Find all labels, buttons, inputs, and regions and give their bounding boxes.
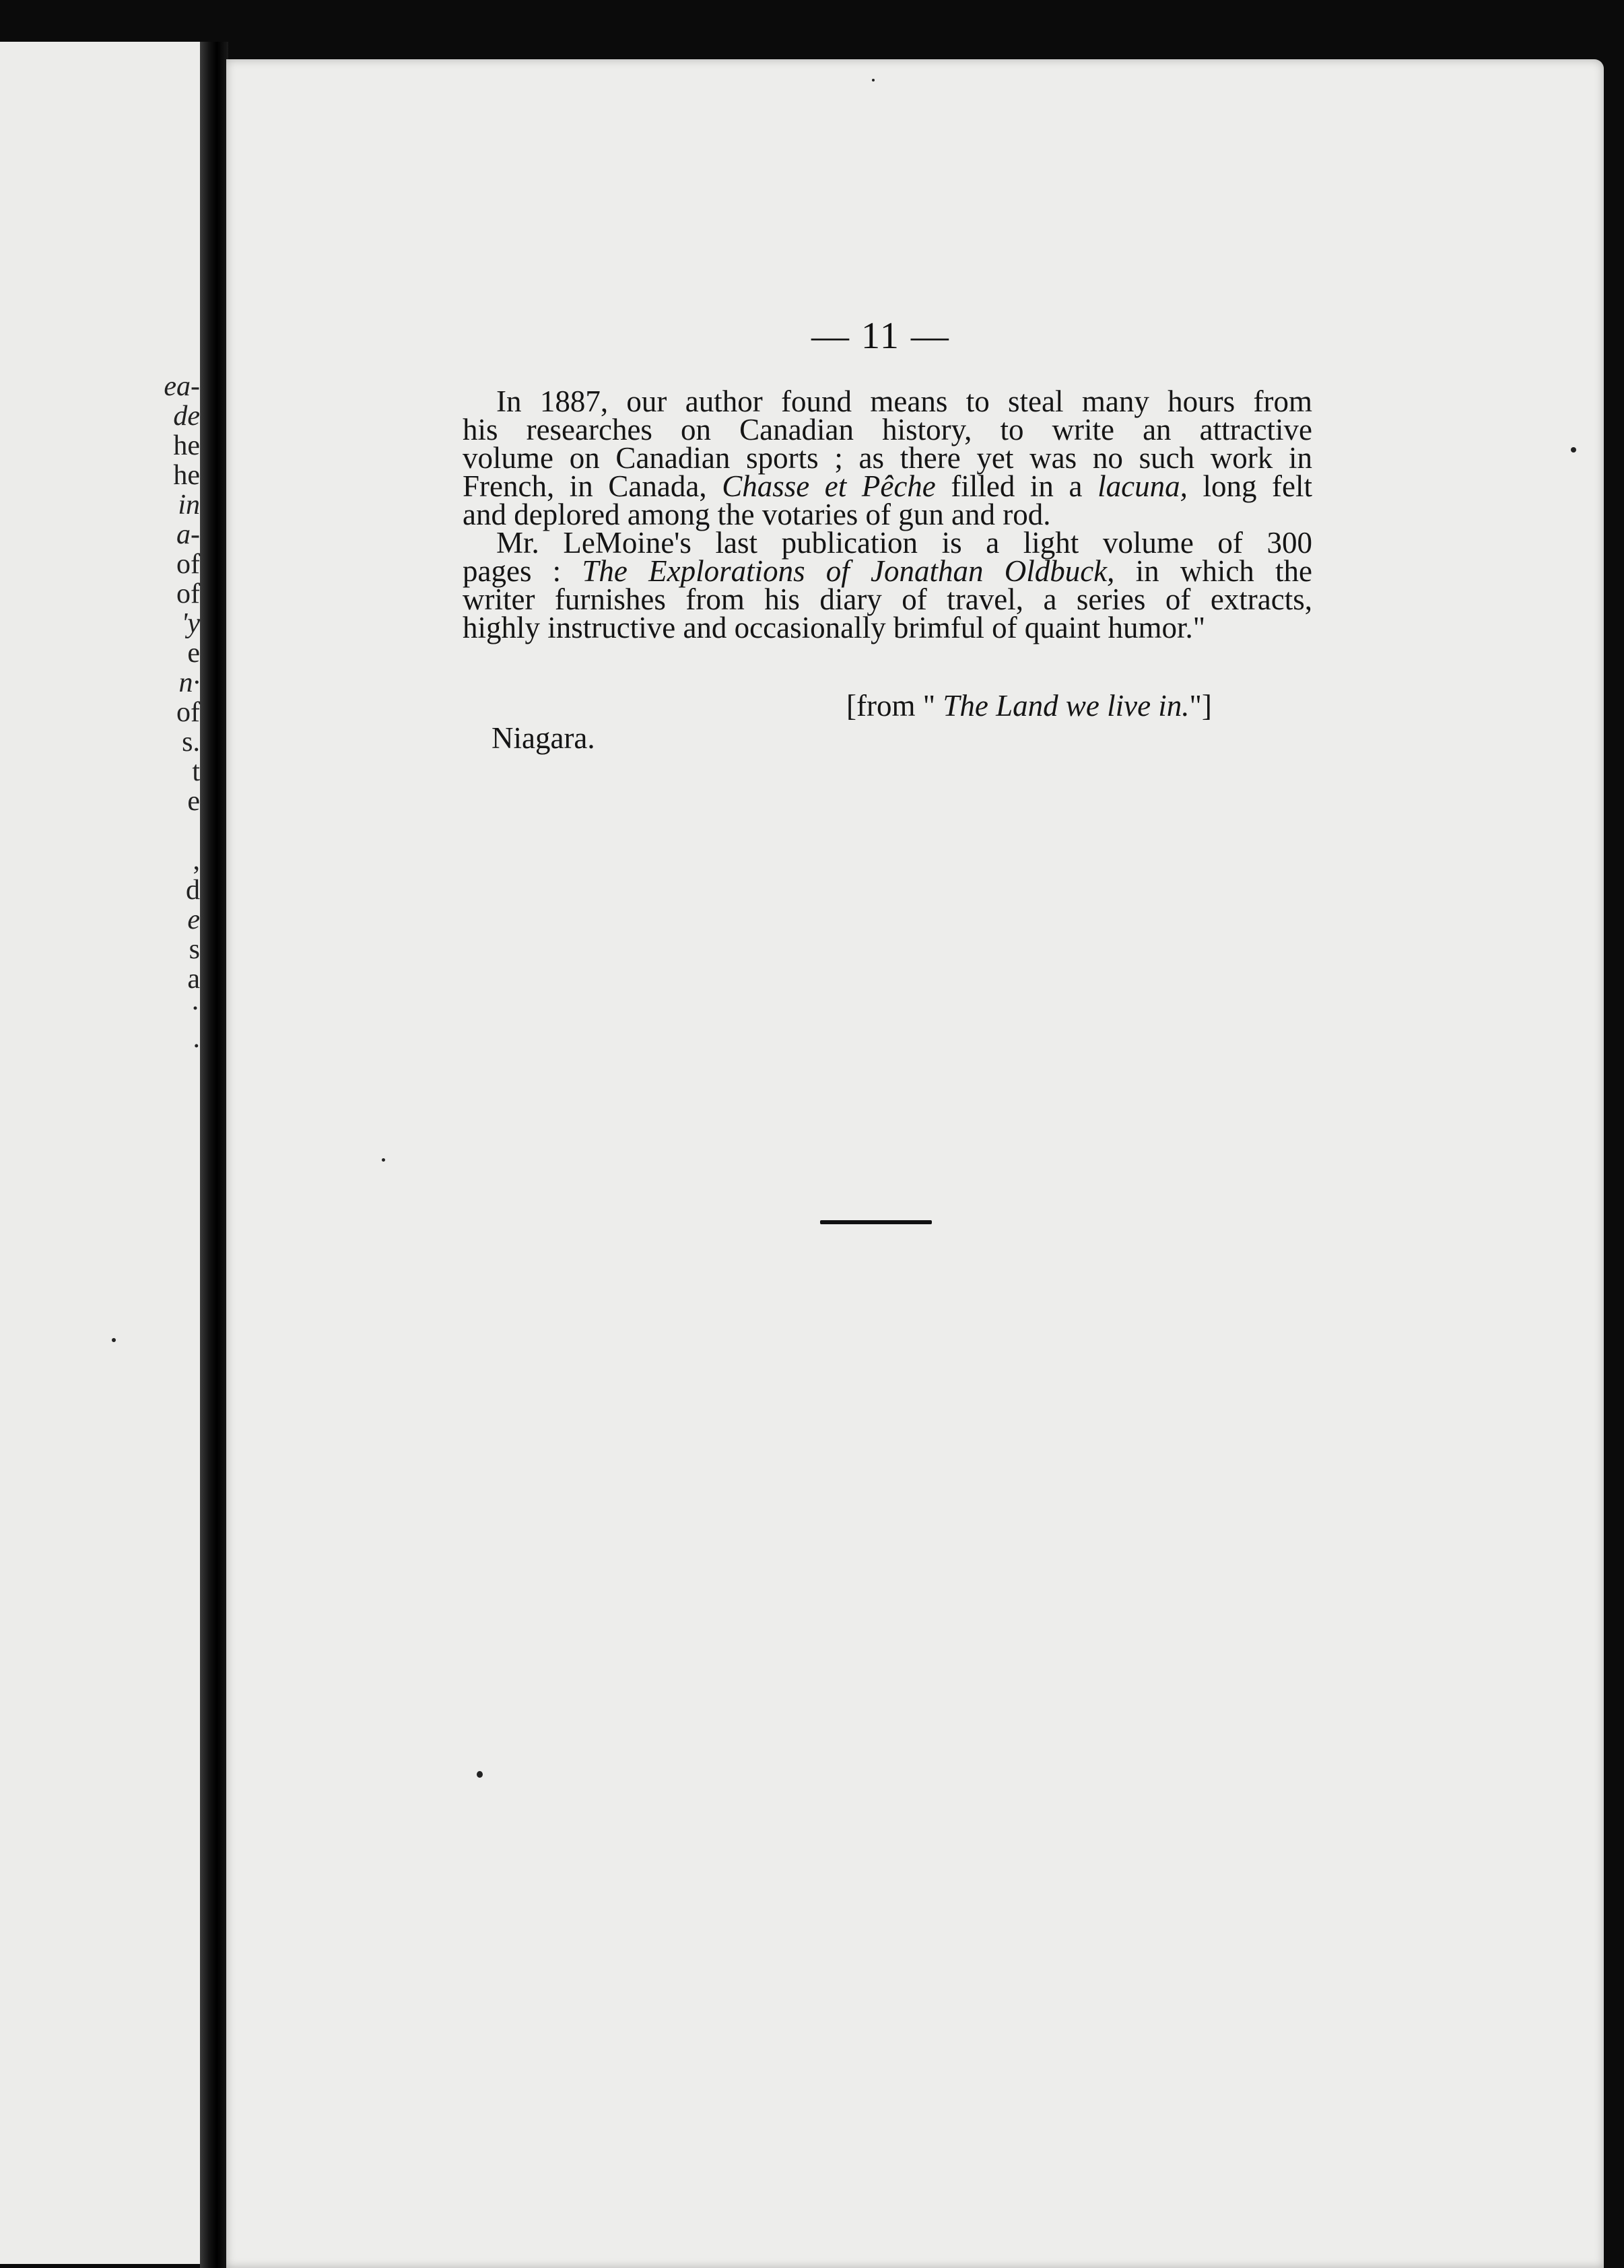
left-page-fragment: e — [187, 638, 200, 669]
left-page-fragment: 'y — [181, 608, 200, 639]
book-binding-gutter — [200, 42, 228, 2268]
text-line: and deplored among the votaries of gun and rod. — [463, 498, 1051, 531]
left-page-fragment: e — [187, 786, 200, 817]
source-citation: [from " The Land we live in."] — [846, 689, 1212, 723]
paper-speck — [382, 1158, 385, 1162]
left-page-edge — [0, 42, 205, 2264]
left-page-fragment: a- — [176, 519, 200, 550]
page-number: — 11 — — [811, 315, 950, 357]
left-page-fragment: e — [187, 904, 200, 935]
book-title-explorations: The Explorations of Jonathan Oldbuck, — [582, 554, 1115, 588]
left-page-text-fragments — [146, 372, 200, 1053]
book-title-chasse-et-peche: Chasse et Pêche — [722, 469, 936, 503]
paper-speck — [477, 1771, 483, 1778]
left-page-fragment: , — [193, 845, 200, 876]
place-name: Niagara. — [492, 721, 595, 755]
text-line: French, in Canada, Chasse et Pêche filled in a lacuna, long felt — [463, 469, 1312, 503]
left-page-fragment: he — [173, 460, 200, 491]
closing-rule — [820, 1220, 932, 1224]
paper-speck — [872, 79, 875, 81]
left-page-fragment: ea- — [164, 371, 200, 402]
left-page-fragment: t — [192, 756, 200, 787]
italic-lacuna: lacuna, — [1097, 469, 1188, 503]
text-line: highly instructive and occasionally brimful of quaint humor." — [463, 611, 1206, 644]
text-line: Mr. LeMoine's last publication is a light volume of 300 — [496, 526, 1312, 560]
left-page-fragment: of — [176, 549, 200, 580]
source-title: The Land we live in. — [943, 689, 1190, 723]
left-page-fragment: d — [186, 875, 200, 906]
left-page-fragment: · — [191, 993, 200, 1024]
paper-speck — [112, 1338, 116, 1342]
text-line: volume on Canadian sports ; as there yet was no such work in — [463, 441, 1312, 475]
left-page-fragment: of — [176, 697, 200, 728]
left-page-fragment: s — [189, 934, 200, 965]
left-page-fragment: he — [173, 430, 200, 461]
left-page-fragment: s. — [182, 727, 200, 758]
left-page-fragment: n· — [178, 667, 200, 698]
left-page-fragment: a — [187, 964, 200, 995]
text-line: In 1887, our author found means to steal many hours from — [496, 385, 1312, 418]
left-page-fragment — [146, 816, 200, 846]
left-page-fragment: in — [178, 490, 200, 521]
text-line: writer furnishes from his diary of travel, a series of extracts, — [463, 582, 1312, 616]
text-line: pages : The Explorations of Jonathan Oldbuck, in which the — [463, 554, 1312, 588]
left-page-fragment: of — [176, 578, 200, 609]
body-text — [463, 387, 1312, 642]
left-page-fragment: de — [173, 401, 200, 432]
paper-speck — [1571, 447, 1576, 453]
left-page-fragment: . — [193, 1023, 200, 1054]
paragraph-2 — [463, 526, 1312, 644]
paragraph-1 — [463, 387, 1312, 529]
text-line: his researches on Canadian history, to write an attractive — [463, 413, 1312, 446]
